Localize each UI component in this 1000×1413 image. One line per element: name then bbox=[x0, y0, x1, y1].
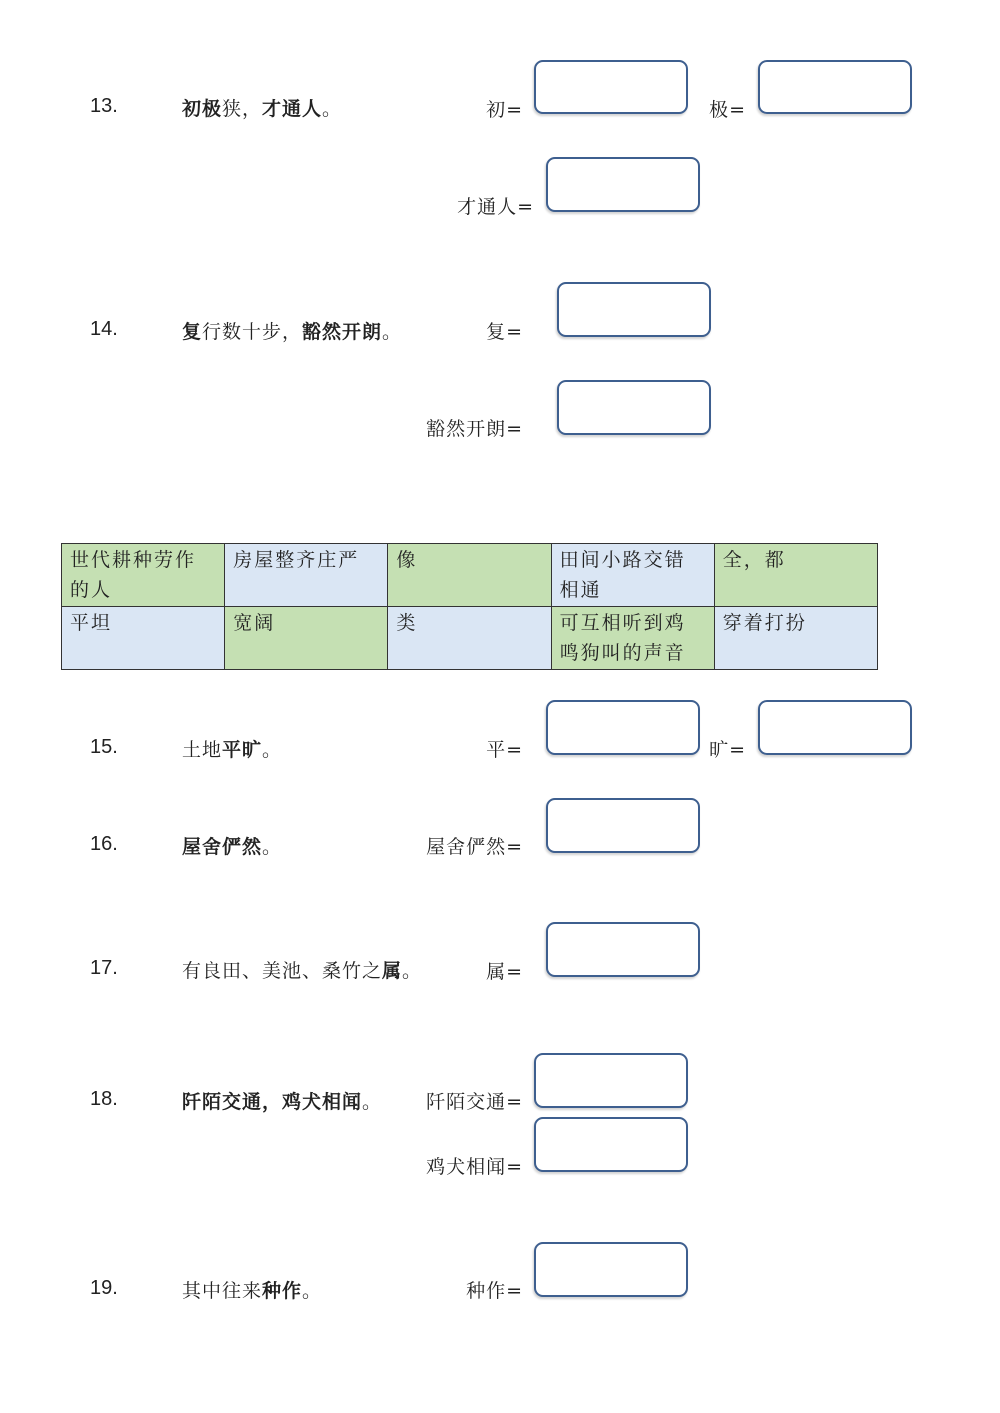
answer-label: 平= bbox=[486, 739, 523, 761]
question-sentence bbox=[182, 317, 402, 344]
question-number: 17. bbox=[90, 957, 118, 979]
table-cell: 穿着打扮 bbox=[714, 607, 877, 670]
answer-input-box[interactable] bbox=[557, 282, 711, 337]
sentence-part: 。 bbox=[302, 1280, 323, 1302]
answer-input-box[interactable] bbox=[758, 700, 912, 755]
question-number: 13. bbox=[90, 95, 118, 117]
answer-label: 旷= bbox=[709, 739, 746, 761]
question-sentence bbox=[182, 832, 282, 859]
table-row bbox=[62, 544, 878, 607]
sentence-part: 种作 bbox=[262, 1280, 303, 1302]
sentence-part: 其中往来 bbox=[182, 1280, 263, 1302]
table-cell: 世代耕种劳作的人 bbox=[62, 544, 225, 607]
sentence-part: 。 bbox=[262, 739, 283, 761]
sentence-part: 才通人 bbox=[262, 98, 323, 120]
answer-input-box[interactable] bbox=[546, 798, 700, 853]
question-sentence bbox=[182, 735, 282, 762]
answer-label: 鸡犬相闻= bbox=[426, 1156, 523, 1178]
answer-input-box[interactable] bbox=[557, 380, 711, 435]
answer-label: 才通人= bbox=[457, 196, 534, 218]
table-cell: 田间小路交错相通 bbox=[551, 544, 714, 607]
answer-input-box[interactable] bbox=[534, 1117, 688, 1172]
answer-label: 复= bbox=[486, 321, 523, 343]
answer-label: 阡陌交通= bbox=[426, 1091, 523, 1113]
table-cell: 类 bbox=[388, 607, 551, 670]
sentence-part: 阡陌交通，鸡犬相闻 bbox=[182, 1091, 363, 1113]
question-number: 16. bbox=[90, 833, 118, 855]
sentence-part: 复 bbox=[182, 321, 203, 343]
sentence-part: 豁然开朗 bbox=[302, 321, 383, 343]
table-cell: 可互相听到鸡鸣狗叫的声音 bbox=[551, 607, 714, 670]
answer-input-box[interactable] bbox=[534, 1053, 688, 1108]
answer-input-box[interactable] bbox=[534, 60, 688, 114]
table-cell: 宽阔 bbox=[225, 607, 388, 670]
options-table bbox=[61, 543, 878, 670]
answer-input-box[interactable] bbox=[534, 1242, 688, 1297]
sentence-part: 。 bbox=[362, 1091, 383, 1113]
answer-input-box[interactable] bbox=[546, 157, 700, 212]
answer-label: 初= bbox=[486, 99, 523, 121]
question-sentence bbox=[182, 1087, 382, 1114]
sentence-part: 屋舍俨然 bbox=[182, 836, 263, 858]
table-cell: 像 bbox=[388, 544, 551, 607]
sentence-part: 土地 bbox=[182, 739, 223, 761]
answer-label: 极= bbox=[709, 99, 746, 121]
answer-input-box[interactable] bbox=[758, 60, 912, 114]
answer-label: 屋舍俨然= bbox=[426, 836, 523, 858]
question-number: 14. bbox=[90, 318, 118, 340]
table-cell: 房屋整齐庄严 bbox=[225, 544, 388, 607]
sentence-part: 属 bbox=[382, 960, 403, 982]
question-number: 18. bbox=[90, 1088, 118, 1110]
answer-label: 种作= bbox=[466, 1280, 523, 1302]
question-sentence bbox=[182, 956, 422, 983]
table-row bbox=[62, 607, 878, 670]
question-sentence bbox=[182, 94, 342, 121]
sentence-part: 。 bbox=[322, 98, 343, 120]
table-cell: 全，都 bbox=[714, 544, 877, 607]
answer-input-box[interactable] bbox=[546, 922, 700, 977]
sentence-part: 有良田、美池、桑竹之 bbox=[182, 960, 383, 982]
question-number: 19. bbox=[90, 1277, 118, 1299]
answer-label: 豁然开朗= bbox=[426, 418, 523, 440]
sentence-part: 行数十步， bbox=[202, 321, 303, 343]
answer-input-box[interactable] bbox=[546, 700, 700, 755]
sentence-part: 。 bbox=[262, 836, 283, 858]
table-cell: 平坦 bbox=[62, 607, 225, 670]
question-sentence bbox=[182, 1276, 322, 1303]
sentence-part: 平旷 bbox=[222, 739, 263, 761]
answer-label: 属= bbox=[486, 961, 523, 983]
question-number: 15. bbox=[90, 736, 118, 758]
sentence-part: 。 bbox=[402, 960, 423, 982]
sentence-part: 。 bbox=[382, 321, 403, 343]
sentence-part: 狭， bbox=[222, 98, 263, 120]
sentence-part: 初极 bbox=[182, 98, 223, 120]
